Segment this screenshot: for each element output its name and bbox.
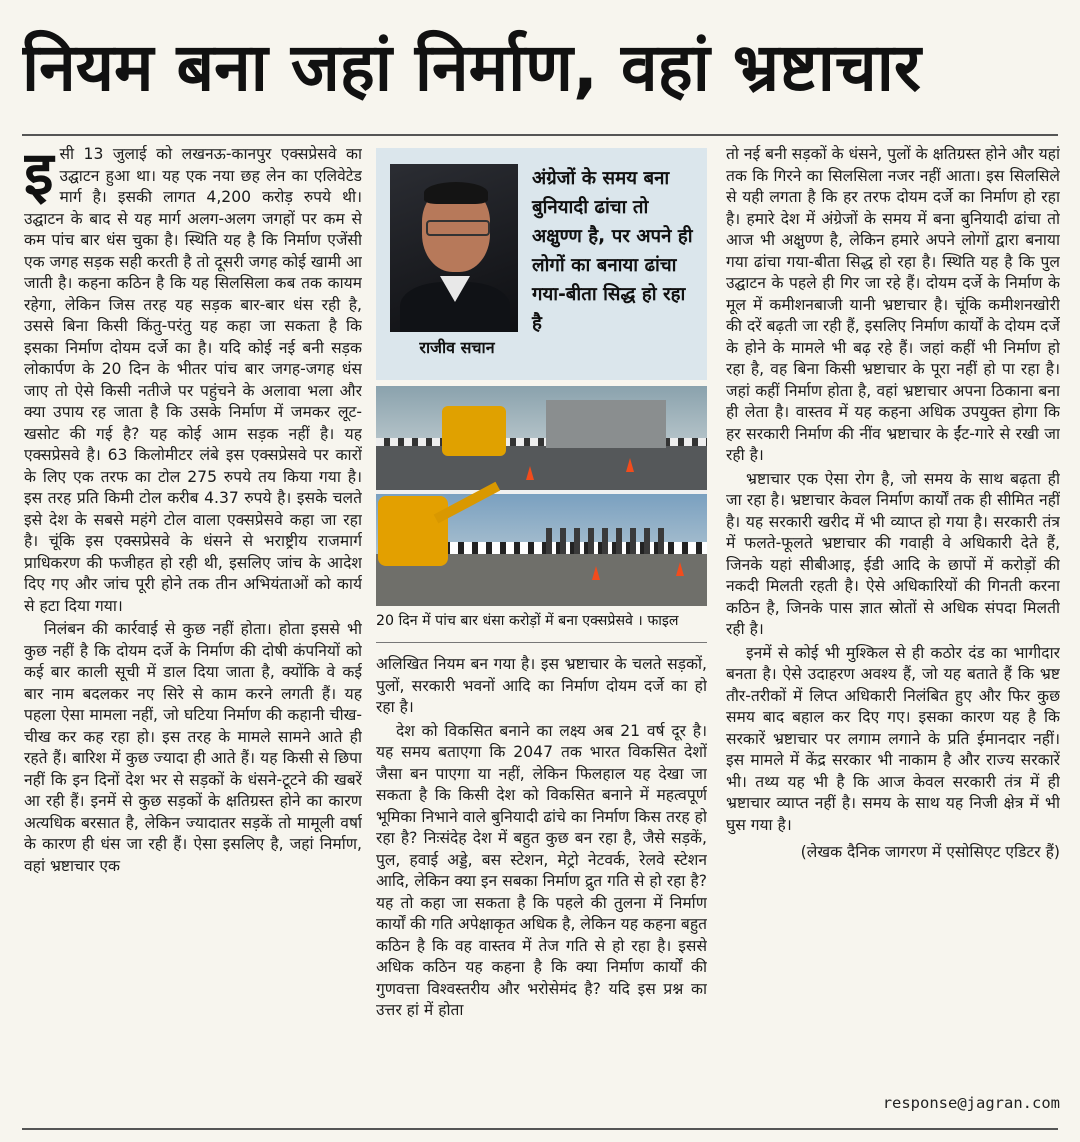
paragraph: देश को विकसित बनाने का लक्ष्य अब 21 वर्ष दूर है। यह समय बताएगा कि 2047 तक भारत विकसित देशों जैसा बन पाएगा या नहीं, लेकिन फिलहाल यह देखा जा सकता है कि किसी देश को विकसित बनाने में महत्वपूर्ण भूमिका निभाने वाले बुनियादी ढांचे का निर्माण किस तरह हो रहा है? निःसंदेह देश में बहुत कुछ बन रहा है, जैसे सड़कें, पुल, हवाई अड्डे, बस स्टेशन, मेट्रो नेटवर्क, रेलवे स्टेशन आदि, लेकिन क्या इन सबका निर्माण द्रुत गति से हो रहा है? यह तो कहा जा सकता है कि पहले की तुलना में निर्माण कार्यों की गति अपेक्षाकृत अधिक है, लेकिन यह कहना बहुत कठिन है कि वह वास्तव में तेज गति से हो रहा है। इससे अधिक कठिन यह कहना है कि क्या निर्माण कार्यों की गुणवत्ता विश्वस्तरीय और भरोसेमंद है? यदि इस प्रश्न का उत्तर हां में होता xyxy=(376,721,707,1019)
pull-quote-box xyxy=(376,148,707,380)
caption-rule xyxy=(376,642,707,643)
paragraph: इसी 13 जुलाई को लखनऊ-कानपुर एक्सप्रेसवे का उद्घाटन हुआ था। यह एक नया छह लेन का एलिवेटेड मार्ग है। इसकी लागत 4,200 करोड़ रुपये थी। उद्घाटन के बाद से यह मार्ग अलग-अलग जगहों पर कम से कम पांच बार धंस चुका है। स्थिति यह है कि निर्माण एजेंसी एक जगह सड़क सही करती है तो दूसरी जगह कोई खामी आ जाती है। कहना कठिन है कि यह सिलसिला कब तक कायम रहेगा, लेकिन जिस तरह यह सड़क बार-बार धंस रही है, उससे बिना किसी किंतु-परंतु यह कहा जा सकता है कि इसका निर्माण दोयम दर्जे का है। यदि कोई नई बनी सड़क लोकार्पण के 20 दिन के भीतर पांच बार जगह-जगह धंस जाए तो ऐसे किसी नतीजे पर पहुंचने के अलावा भला और क्या उपाय रह जाता है कि उसके निर्माण में जमकर लूट-खसोट की गई है? यह कोई आम सड़क नहीं है। यह एक्सप्रेसवे है। 63 किलोमीटर लंबे इस एक्सप्रेसवे पर कारों के लिए एक तरफ का टोल 275 रुपये तय किया गया है। इस तरह प्रति किमी टोल करीब 4.37 रुपये है। इसके चलते इसे देश के सबसे महंगे टोल वाला एक्सप्रेसवे कहा जा रहा है। चूंकि इस एक्सप्रेसवे के धंसने से भराष्ट्रीय राजमार्ग प्राधिकरण की फजीहत हो रही थी, इसलिए जांच के आदेश दिए गए और जांच पूरी होने तक तीन अभियंताओं को कार्य से हटा दिया गया। xyxy=(24,144,362,615)
article-headline: नियम बना जहां निर्माण, वहां भ्रष्टाचार xyxy=(22,29,921,106)
article-column-2 xyxy=(376,654,707,1134)
headline-rule xyxy=(22,134,1058,136)
drop-cap: इ xyxy=(24,144,54,209)
paragraph: इनमें से कोई भी मुश्किल से ही कठोर दंड का भागीदार बनता है। ऐसे उदाहरण अवश्य हैं, जो यह बताते हैं कि भ्रष्ट तौर-तरीकों में लिप्त अधिकारी निलंबित हुए और फिर कुछ समय बाद बहाल कर दिए गए। इसका कारण यह है कि सरकारें भ्रष्टाचार पर लगाम लगाने के प्रति ईमानदार नहीं। इस मामले में केंद्र सरकार भी नाकाम है और राज्य सरकारें भी। तथ्य यह भी है कि आज केवल सरकारी तंत्र में ही भ्रष्टाचार व्याप्त नहीं है। समय के साथ यह निजी क्षेत्र में भी घुस गया है। xyxy=(726,643,1060,834)
bottom-rule xyxy=(22,1128,1058,1130)
author-name: राजीव सचान xyxy=(419,338,495,357)
response-email: response@jagran.com xyxy=(882,1094,1060,1112)
expressway-photo xyxy=(376,386,707,606)
article-column-3 xyxy=(726,144,1060,1074)
paragraph: तो नई बनी सड़कों के धंसने, पुलों के क्षतिग्रस्त होने और यहां तक कि गिरने का सिलसिला नजर नहीं आता। इस सिलसिले से यही लगता है कि हर तरफ दोयम दर्जे का निर्माण हो रहा है। हमारे देश में अंग्रेजों के समय में बना बुनियादी ढांचा तो आज भी अक्षुण्ण है, लेकिन हमारे अपने लोगों द्वारा बनाया गया ढांचा गया-बीता सिद्ध हो रहा है। स्थिति यह है कि पुल उद्घाटन के पहले ही गिर जा रहे हैं। दोयम दर्जे के निर्माण के मूल में कमीशनबाजी यानी भ्रष्टाचार है। चूंकि कमीशनखोरी की दरें बढ़ती जा रही हैं, इसलिए निर्माण कार्यों के दोयम दर्जे के होने के मामले भी बढ़ रहे हैं। जहां कहीं भी निर्माण हो रहा है, वह बिना किसी भ्रष्टाचार के पूरा नहीं हो पा रहा है। जहां कहीं निर्माण होता है, वहां भ्रष्टाचार अपना ठिकाना बना ही लेता है। वास्तव में यह कहना अधिक उपयुक्त होगा कि हर सरकारी निर्माण की नींव भ्रष्टाचार के ईंट-गारे से रखी जा रही है। xyxy=(726,145,1060,464)
paragraph: भ्रष्टाचार एक ऐसा रोग है, जो समय के साथ बढ़ता ही जा रहा है। भ्रष्टाचार केवल निर्माण कार्यों तक ही सीमित नहीं है। यह सरकारी खरीद में भी व्याप्त हो गया है। सरकारी तंत्र में फलते-फूलते भ्रष्टाचार की गवाही वे अधिकारी देते हैं, जिनके यहां सीबीआइ, ईडी आदि के छापों में करोड़ों की नकदी मिलती रहती है। ऐसे अधिकारियों की गिनती करना कठिन है, जिनके पास ज्ञात स्रोतों से अधिक संपदा मिलती रही है। xyxy=(726,469,1060,638)
paragraph: अलिखित नियम बन गया है। इस भ्रष्टाचार के चलते सड़कों, पुलों, सरकारी भवनों आदि का निर्माण दोयम दर्जे का हो रहा है। xyxy=(376,655,707,716)
photo-caption: 20 दिन में पांच बार धंसा करोड़ों में बना एक्सप्रेसवे । फाइल xyxy=(376,613,679,629)
pull-quote: अंग्रेजों के समय बना बुनियादी ढांचा तो अक्षुण्ण है, पर अपने ही लोगों का बनाया ढांचा गया-बीता सिद्ध हो रहा है xyxy=(532,168,693,334)
author-photo xyxy=(390,164,518,332)
paragraph: निलंबन की कार्रवाई से कुछ नहीं होता। होता इससे भी कुछ नहीं है कि दोयम दर्जे के निर्माण की दोषी कंपनियों को कई बार काली सूची में डाल दिया जाता है, क्योंकि वे कई बार नाम बदलकर नए सिरे से काम करने लगती हैं। यह पहला ऐसा मामला नहीं, जो घटिया निर्माण की कहानी चीख-चीख कर कह रहा हो। इस तरह के मामले सामने आते ही रहते हैं। बारिश में कुछ ज्यादा ही आते हैं। यह किसी से छिपा नहीं कि इन दिनों देश भर से सड़कों के धंसने-टूटने की खबरें आ रही हैं। इनमें से कुछ सड़कों के क्षतिग्रस्त होने का कारण अत्यधिक बरसात है, लेकिन ज्यादातर सड़कें तो मामूली वर्षा के कारण ही धंस जा रही हैं। ऐसा इसलिए है, जहां निर्माण, वहां भ्रष्टाचार एक xyxy=(24,620,362,875)
article-column-1 xyxy=(24,144,362,1119)
author-byline: (लेखक दैनिक जागरण में एसोसिएट एडिटर हैं) xyxy=(800,843,1060,861)
